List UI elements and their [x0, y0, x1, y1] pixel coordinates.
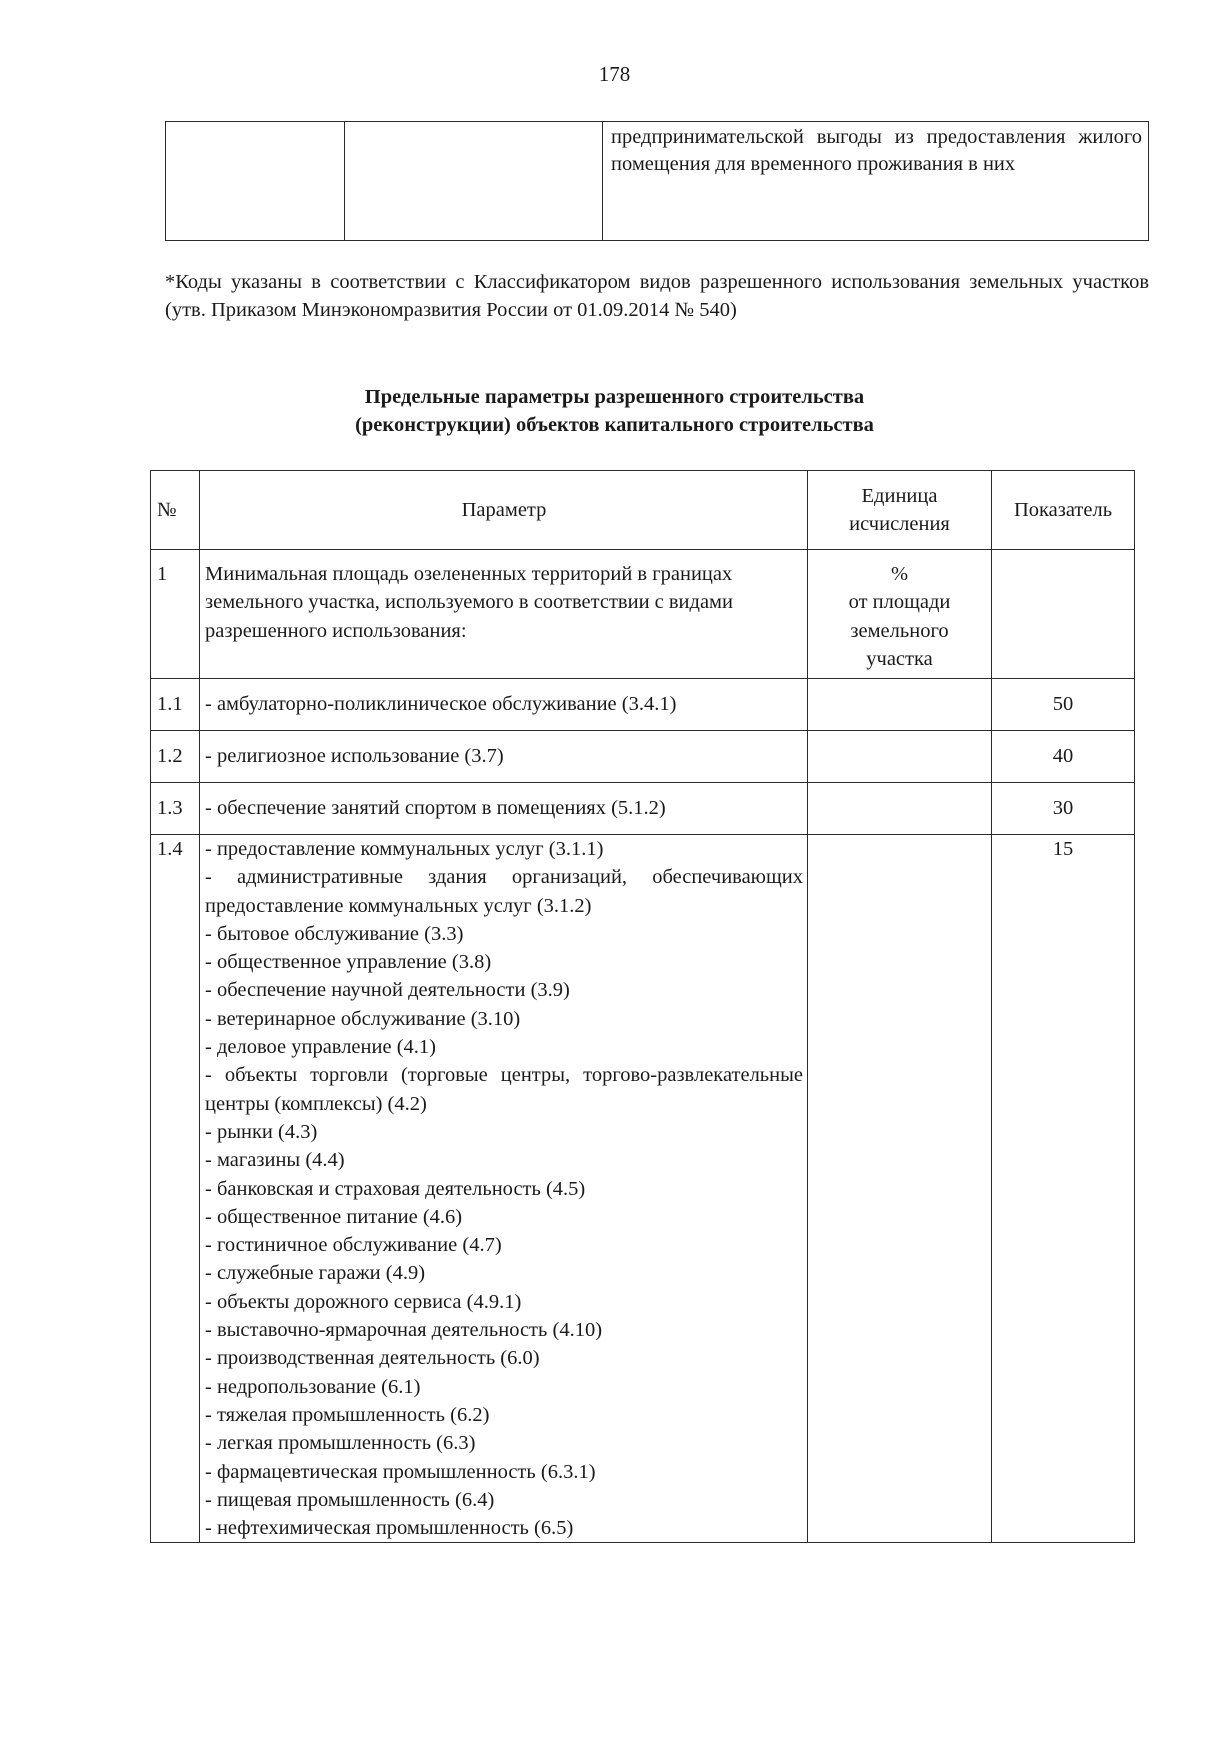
list-item: - бытовое обслуживание (3.3): [205, 922, 464, 945]
row-parameter: - религиозное использование (3.7): [200, 731, 808, 783]
section-title-line: Предельные параметры разрешенного строительства: [364, 386, 865, 408]
list-item: - деловое управление (4.1): [205, 1036, 436, 1059]
row-value: [992, 550, 1135, 679]
row-number: 1.2: [151, 731, 200, 783]
row-parameter-list: [200, 835, 808, 1543]
list-item: - объекты торговли (торговые центры, торгово-развлекательные центры (комплексы) (4.2): [205, 1064, 803, 1115]
row-value: 40: [992, 731, 1135, 783]
parameters-table: [150, 470, 1135, 1543]
table-row: [151, 835, 1135, 1543]
list-item: - административные здания организаций, обеспечивающих предоставление коммунальных услуг (3.1.2): [205, 866, 803, 917]
row-value: 15: [992, 835, 1135, 1543]
table-row: [151, 550, 1135, 679]
list-item: - легкая промышленность (6.3): [205, 1432, 476, 1455]
row-parameter: - обеспечение занятий спортом в помещениях (5.1.2): [200, 783, 808, 835]
list-item: - производственная деятельность (6.0): [205, 1347, 540, 1370]
table-row: [151, 783, 1135, 835]
list-item: - общественное управление (3.8): [205, 951, 492, 974]
list-item: - гостиничное обслуживание (4.7): [205, 1234, 502, 1257]
table-header-row: [151, 471, 1135, 550]
row-number: 1.3: [151, 783, 200, 835]
list-item: - обеспечение научной деятельности (3.9): [205, 979, 570, 1002]
list-item: - недропользование (6.1): [205, 1375, 421, 1398]
header-number: №: [151, 471, 200, 550]
row-number: 1: [151, 550, 200, 679]
list-item: - общественное питание (4.6): [205, 1205, 463, 1228]
table-cell: предпринимательской выгоды из предоставления жилого помещения для временного проживания в них: [603, 122, 1149, 241]
table-cell: [166, 122, 345, 241]
list-item: - предоставление коммунальных услуг (3.1.1): [205, 838, 604, 860]
header-unit: [808, 471, 992, 550]
header-unit-line: Единица: [861, 484, 938, 507]
row-value: 50: [992, 679, 1135, 731]
list-item: - объекты дорожного сервиса (4.9.1): [205, 1290, 522, 1313]
list-item: - пищевая промышленность (6.4): [205, 1488, 495, 1511]
header-parameter: Параметр: [200, 471, 808, 550]
section-title: [0, 383, 1229, 439]
row-parameter: Минимальная площадь озелененных территорий в границах земельного участка, используемого в соответствии с видами разрешенного использования:: [200, 550, 808, 679]
list-item: - фармацевтическая промышленность (6.3.1): [205, 1460, 596, 1483]
list-item: - рынки (4.3): [205, 1120, 318, 1143]
table-row: [151, 679, 1135, 731]
header-unit-line: исчисления: [849, 513, 950, 535]
list-item: - нефтехимическая промышленность (6.5): [205, 1517, 574, 1540]
row-unit: [808, 783, 992, 835]
list-item: - выставочно-ярмарочная деятельность (4.10): [205, 1319, 603, 1342]
row-unit: [808, 679, 992, 731]
row-number: 1.1: [151, 679, 200, 731]
header-value: Показатель: [992, 471, 1135, 550]
page-number: 178: [598, 62, 631, 86]
unit-line: %: [890, 563, 909, 585]
list-item: - магазины (4.4): [205, 1149, 345, 1172]
unit-line: земельного: [850, 619, 949, 642]
list-item: - банковская и страховая деятельность (4.5): [205, 1177, 586, 1200]
row-number: 1.4: [151, 835, 200, 1543]
list-item: - тяжелая промышленность (6.2): [205, 1403, 490, 1426]
unit-line: от площади: [848, 591, 951, 614]
section-title-line: (реконструкции) объектов капитального строительства: [355, 414, 874, 436]
row-value: 30: [992, 783, 1135, 835]
footnote: *Коды указаны в соответствии с Классификатором видов разрешенного использования земельных участков (утв. Приказом Минэкономразвития России от 01.09.2014 № 540): [165, 271, 1149, 321]
unit-line: участка: [866, 647, 933, 670]
list-item: - ветеринарное обслуживание (3.10): [205, 1007, 521, 1030]
list-item: - служебные гаражи (4.9): [205, 1262, 426, 1285]
row-unit: [808, 550, 992, 679]
table-cell: [345, 122, 603, 241]
row-unit: [808, 835, 992, 1543]
table-row: [151, 731, 1135, 783]
continuation-table: [165, 121, 1149, 241]
row-parameter: - амбулаторно-поликлиническое обслуживание (3.4.1): [200, 679, 808, 731]
table-row: [166, 122, 1149, 241]
row-unit: [808, 731, 992, 783]
